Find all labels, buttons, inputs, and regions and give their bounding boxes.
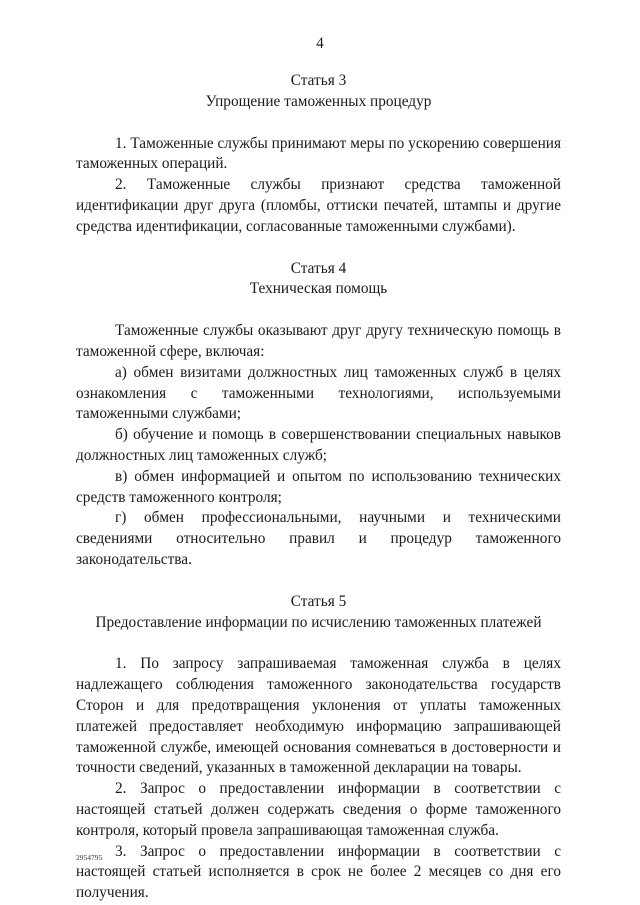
article-paragraph: в) обмен информацией и опытом по использованию технических средств таможенного контроля; xyxy=(76,467,561,506)
article-heading: Статья 3 xyxy=(290,72,347,89)
article-paragraph: 1. По запросу запрашиваемая таможенная служба в целях надлежащего соблюдения таможенного законодательства государств Сторон и для предотвращения уклонения от уплаты таможенных платежей предоставляет необходимую информацию запрашивающей таможенной службе, имеющей основания сомневаться в достоверности и точности сведений, указанных в таможенной декларации на товары. xyxy=(76,655,561,777)
article-paragraph: Таможенные службы оказывают друг другу техническую помощь в таможенной сфере, включая: xyxy=(76,322,561,360)
article-paragraph: г) обмен профессиональными, научными и техническими сведениями относительно правил и процедур таможенного законодательства. xyxy=(76,509,561,568)
article-paragraph: 1. Таможенные службы принимают меры по ускорению совершения таможенных операций. xyxy=(76,134,561,173)
article-heading: Статья 5 xyxy=(290,592,347,610)
article-paragraph: 3. Запрос о предоставлении информации в соответствии с настоящей статьей исполняется в срок не более 2 месяцев со дня его получения. xyxy=(76,842,561,902)
document-body xyxy=(76,71,561,904)
article-paragraph: б) обучение и помощь в совершенствовании специальных навыков должностных лиц таможенных служб; xyxy=(76,426,561,464)
article-3 xyxy=(76,71,561,238)
article-paragraph: 2. Таможенные службы признают средства таможенной идентификации друг друга (пломбы, оттиски печатей, штампы и другие средства идентификации, согласованные таможенными службами). xyxy=(76,176,561,235)
article-paragraph: а) обмен визитами должностных лиц таможенных служб в целях ознакомления с таможенными технологиями, используемыми таможенными службами; xyxy=(76,363,561,423)
article-4 xyxy=(76,259,561,571)
article-heading: Статья 4 xyxy=(290,259,347,277)
article-title: Предоставление информации по исчислению таможенных платежей xyxy=(95,613,542,631)
article-title: Техническая помощь xyxy=(249,280,388,298)
article-5 xyxy=(76,592,561,904)
page-number: 4 xyxy=(316,35,324,52)
article-paragraph: 2. Запрос о предоставлении информации в соответствии с настоящей статьей должен содержать сведения о форме таможенного контроля, который провела запрашивающая таможенная служба. xyxy=(76,780,561,839)
article-title: Упрощение таможенных процедур xyxy=(205,92,432,110)
document-code: 2954795 xyxy=(76,853,103,862)
